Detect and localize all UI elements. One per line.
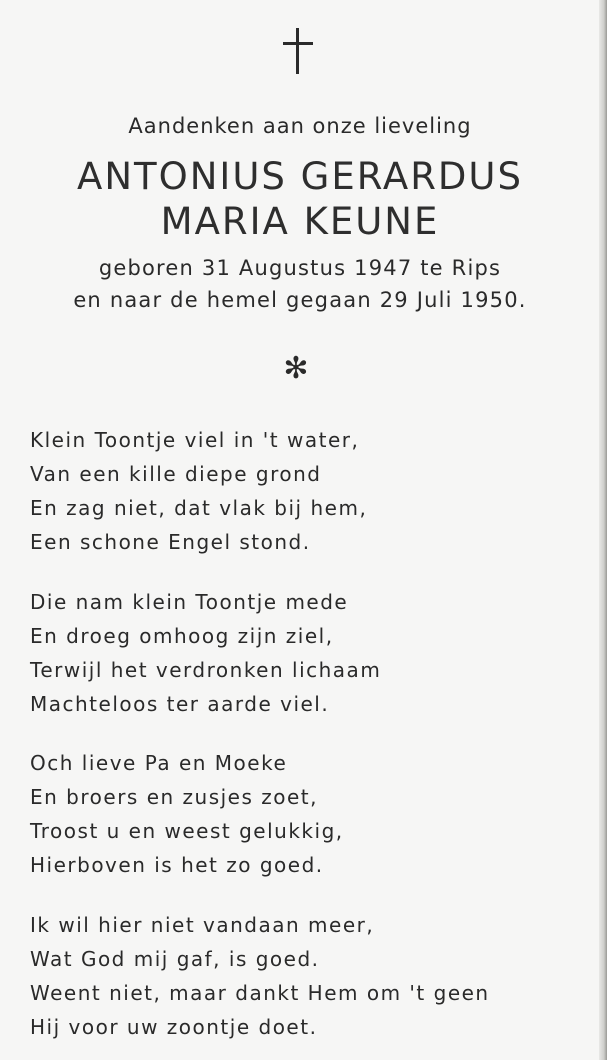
verse-line: Hierboven is het zo goed. — [30, 853, 324, 877]
verse-line: En zag niet, dat vlak bij hem, — [30, 496, 368, 520]
verse-line: Weent niet, maar dankt Hem om 't geen — [30, 981, 490, 1005]
verse-line: Die nam klein Toontje mede — [30, 590, 349, 614]
stanza-3 — [30, 746, 590, 882]
death-line: en naar de hemel gegaan 29 Juli 1950. — [73, 288, 527, 312]
verse-line: Hij voor uw zoontje doet. — [30, 1015, 318, 1039]
intro-text: Aandenken aan onze lieveling — [128, 114, 472, 138]
verse-line: Och lieve Pa en Moeke — [30, 751, 288, 775]
birth-line: geboren 31 Augustus 1947 te Rips — [98, 256, 502, 280]
stanza-1 — [30, 423, 590, 559]
name-line-2: MARIA KEUNE — [160, 200, 440, 243]
verse-line: Wat God mij gaf, is goed. — [30, 947, 320, 971]
name-line-1: ANTONIUS GERARDUS — [77, 155, 523, 198]
verse-line: En droeg omhoog zijn ziel, — [30, 624, 334, 648]
verse-line: Een schone Engel stond. — [30, 530, 311, 554]
card-edge — [599, 0, 607, 1060]
verse-line: Machteloos ter aarde viel. — [30, 692, 330, 716]
asterisk-separator-icon: ✻ — [283, 351, 309, 386]
stanza-2 — [30, 585, 590, 721]
verse-line: Ik wil hier niet vandaan meer, — [30, 913, 375, 937]
verse-line: Troost u en weest gelukkig, — [30, 819, 344, 843]
verse-line: Terwijl het verdronken lichaam — [30, 658, 382, 682]
verse-line: Klein Toontje viel in 't water, — [30, 428, 360, 452]
verse-line: En broers en zusjes zoet, — [30, 785, 318, 809]
verse-line: Van een kille diepe grond — [30, 462, 322, 486]
cross-icon — [283, 28, 313, 74]
stanza-4 — [30, 908, 590, 1044]
